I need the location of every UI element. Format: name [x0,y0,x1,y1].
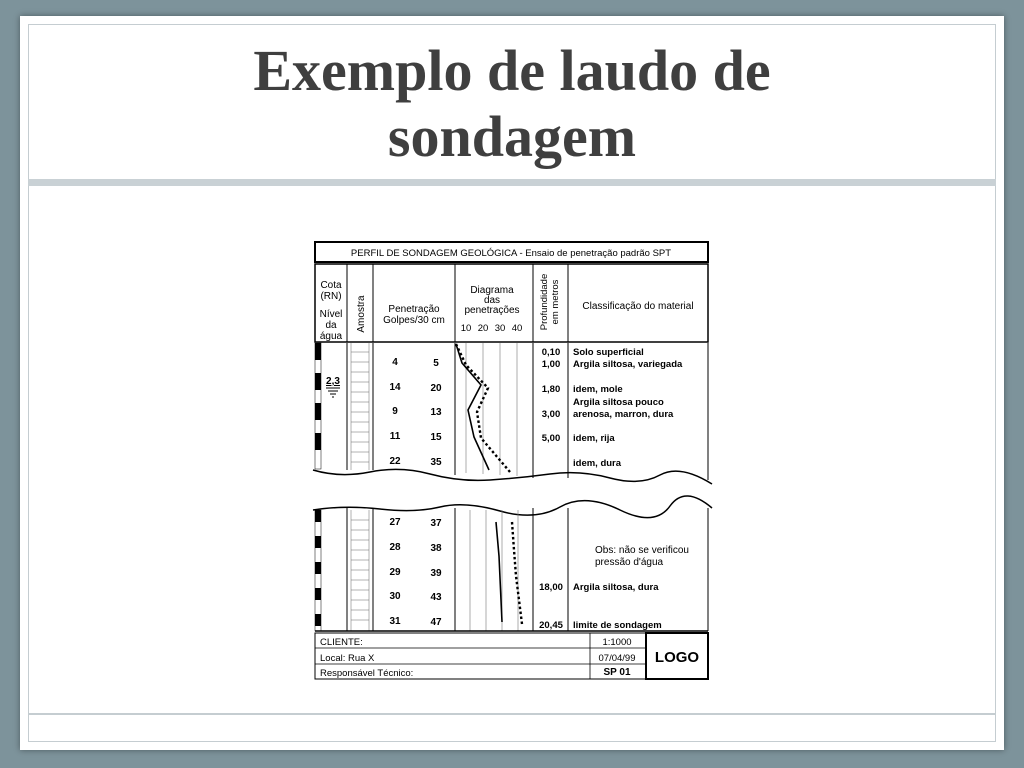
col-classificacao: Classificação do material [582,301,694,312]
lower-blow-3b: 39 [430,568,442,579]
material-lower-1: Argila siltosa, dura [573,582,659,593]
col-diagrama-penetracoes: penetrações [464,305,520,316]
upper-blow-2a: 14 [389,382,401,393]
column-header-dividers [347,264,568,342]
penetration-line-solid [456,344,489,470]
depth-1: 0,10 [541,347,561,358]
depth-4: 3,00 [541,409,561,420]
material-3: idem, mole [573,384,623,395]
material-1: Solo superficial [573,347,644,358]
lower-blow-1a: 27 [389,517,401,528]
upper-blow-4b: 15 [430,432,442,443]
depth-2: 1,00 [541,359,561,370]
upper-blow-5a: 22 [389,456,401,467]
upper-blow-1a: 4 [392,357,398,368]
footer-cliente: CLIENTE: [320,637,363,648]
col-cota: Cota [320,280,342,291]
lower-blow-2b: 38 [430,543,442,554]
material-7: idem, dura [573,458,622,469]
company-logo: LOGO [654,649,700,666]
footer-codigo: SP 01 [603,667,631,678]
lower-blow-1b: 37 [430,518,442,529]
upper-blow-5b: 35 [430,457,442,468]
col-amostra: Amostra [356,295,367,333]
upper-blow-4a: 11 [389,431,401,442]
scale-tick-20: 20 [477,323,489,334]
upper-blow-3b: 13 [430,407,442,418]
scale-tick-30: 30 [494,323,506,334]
footer-data: 07/04/99 [598,653,636,664]
material-6: idem, rija [573,433,615,444]
lower-blow-5b: 47 [430,617,442,628]
water-level-icon [326,388,340,397]
scale-tick-10: 10 [460,323,472,334]
col-nivel: Nível [319,309,343,320]
water-level-value: 2,3 [326,376,340,387]
col-golpes: Golpes/30 cm [383,315,445,326]
report-header: PERFIL DE SONDAGEM GEOLÓGICA - Ensaio de penetração padrão SPT [350,248,672,259]
footer-local: Local: Rua X [320,653,375,664]
obs-line-2: pressão d'água [595,557,664,568]
upper-blow-3a: 9 [392,406,398,417]
col-em-metros: em metros [550,279,561,325]
penetration-line-solid-lower [496,522,502,622]
lower-blow-2a: 28 [389,542,401,553]
depth-5: 5,00 [541,433,561,444]
upper-blow-1b: 5 [433,358,439,369]
lower-blow-4a: 30 [389,591,401,602]
torn-edge-upper [313,469,712,484]
material-4: Argila siltosa pouco [573,397,664,408]
scale-tick-40: 40 [511,323,523,334]
col-diagrama: Diagrama [470,285,514,296]
col-penetracao: Penetração [388,304,440,315]
obs-line-1: Obs: não se verificou [595,545,689,556]
col-nivel-da: da [325,320,337,331]
penetration-line-dotted-lower [512,522,522,624]
material-2: Argila siltosa, variegada [573,359,683,370]
lower-blow-5a: 31 [389,616,401,627]
lower-blow-4b: 43 [430,592,442,603]
footer-responsavel: Responsável Técnico: [320,668,414,679]
col-profundidade: Profundidade [539,273,550,331]
lower-blow-3a: 29 [389,567,401,578]
material-lower-2: limite de sondagem [573,620,662,631]
material-5: arenosa, marron, dura [573,409,674,420]
depth-lower-1: 18,00 [539,582,563,593]
depth-3: 1,80 [541,384,561,395]
col-cota-rn: (RN) [320,291,342,302]
col-diagrama-das: das [483,295,501,306]
footer-escala: 1:1000 [602,637,632,648]
title-line-1: Exemplo de laudo de [253,38,771,103]
col-nivel-agua: água [319,331,343,342]
depth-lower-2: 20,45 [539,620,563,631]
title-line-2: sondagem [387,104,637,169]
upper-blow-2b: 20 [430,383,442,394]
